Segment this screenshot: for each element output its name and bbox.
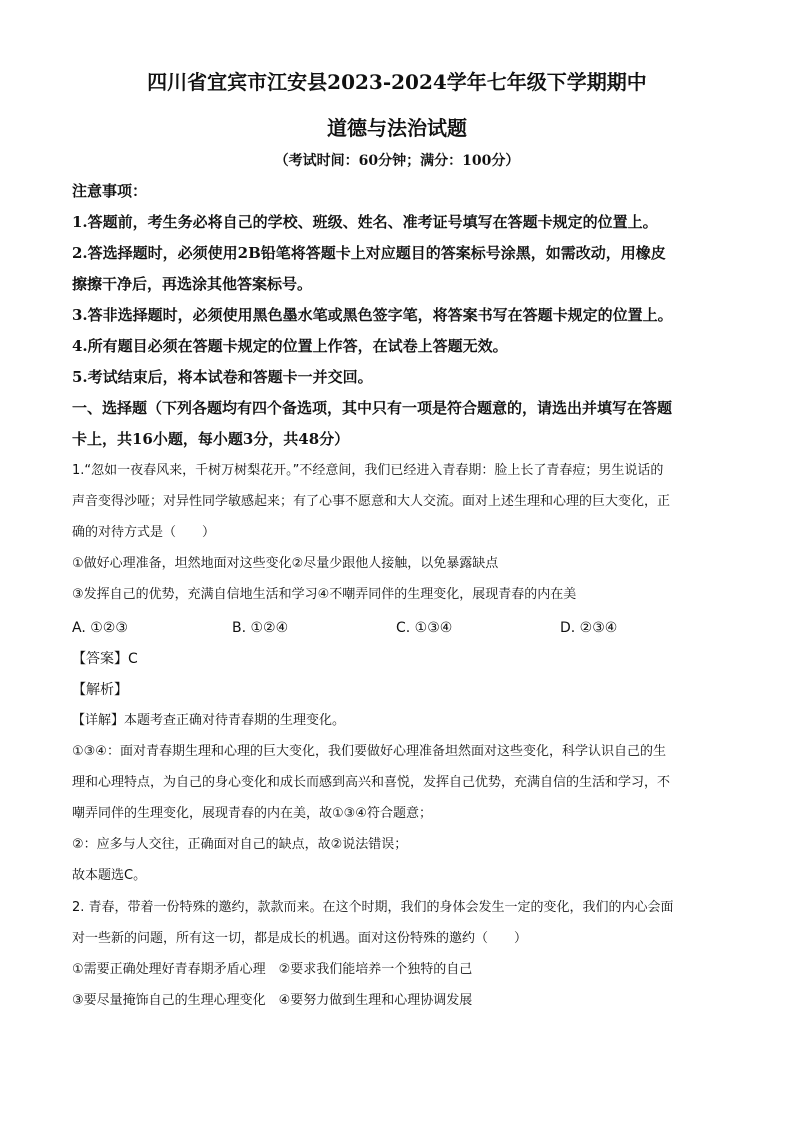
option-a: A. ①②③: [72, 620, 128, 636]
detail-text: ②：应多与人交往，正确面对自己的缺点，故②说法错误；: [72, 837, 408, 852]
answer-label: 【答案】C: [72, 651, 138, 667]
question-statement: ①需要正确处理好青春期矛盾心理 ②要求我们能培养一个独特的自己: [72, 962, 473, 977]
option-d: D. ②③④: [560, 620, 618, 636]
notice-item: 5.考试结束后，将本试卷和答题卡一并交回。: [72, 368, 373, 386]
notice-item: 1.答题前，考生务必将自己的学校、班级、姓名、准考证号填写在答题卡规定的位置上。: [72, 213, 658, 231]
detail-text: 【详解】本题考查正确对待青春期的生理变化。: [72, 713, 346, 728]
question-statement: ③发挥自己的优势，充满自信地生活和学习④不嘲弄同伴的生理变化，展现青春的内在美: [72, 587, 577, 602]
question-text: 声音变得沙哑；对异性同学敏感起来；有了心事不愿意和大人交流。面对上述生理和心理的巨大变化，正: [72, 494, 671, 509]
detail-text: 理和心理特点，为自己的身心变化和成长而感到高兴和喜悦，发挥自己优势，充满自信的生活和学习，不: [72, 775, 671, 790]
exam-time-score: （考试时间：60分钟；满分：100分）: [274, 153, 520, 169]
question-statement: ①做好心理准备，坦然地面对这些变化②尽量少跟他人接触，以免暴露缺点: [72, 556, 499, 571]
analysis-label: 【解析】: [72, 682, 128, 698]
notice-item: 擦擦干净后，再选涂其他答案标号。: [72, 275, 313, 293]
question-text: 1.“忽如一夜春风来，千树万树梨花开。”不经意间，我们已经进入青春期：脸上长了青春痘；男生说话的: [72, 463, 664, 478]
option-c: C. ①③④: [396, 620, 453, 636]
question-text: 2. 青春，带着一份特殊的邀约，款款而来。在这个时期，我们的身体会发生一定的变化，我们的内心会面: [72, 900, 674, 915]
notice-heading: 注意事项：: [72, 182, 148, 200]
question-statement: ③要尽量掩饰自己的生理心理变化 ④要努力做到生理和心理协调发展: [72, 993, 473, 1008]
detail-text: ①③④：面对青春期生理和心理的巨大变化，我们要做好心理准备坦然面对这些变化，科学认识自己的生: [72, 744, 666, 759]
exam-title: 四川省宜宾市江安县2023-2024学年七年级下学期期中: [147, 70, 647, 94]
option-b: B. ①②④: [232, 620, 289, 636]
notice-item: 4.所有题目必须在答题卡规定的位置上作答，在试卷上答题无效。: [72, 337, 508, 355]
section-heading: 一、选择题（下列各题均有四个备选项，其中只有一项是符合题意的，请选出并填写在答题: [72, 399, 673, 417]
exam-subject-title: 道德与法治试题: [327, 116, 467, 140]
detail-text: 嘲弄同伴的生理变化，展现青春的内在美，故①③④符合题意；: [72, 806, 432, 821]
notice-item: 3.答非选择题时，必须使用黑色墨水笔或黑色签字笔，将答案书写在答题卡规定的位置上。: [72, 306, 673, 324]
section-heading-cont: 卡上，共16小题，每小题3分，共48分）: [72, 430, 350, 448]
question-text: 对一些新的问题，所有这一切，都是成长的机遇。面对这份特殊的邀约（ ）: [72, 931, 528, 946]
notice-item: 2.答选择题时，必须使用2B铅笔将答题卡上对应题目的答案标号涂黑，如需改动，用橡皮: [72, 244, 666, 262]
detail-text: 故本题选C。: [72, 868, 147, 883]
question-text: 确的对待方式是（ ）: [72, 525, 216, 540]
